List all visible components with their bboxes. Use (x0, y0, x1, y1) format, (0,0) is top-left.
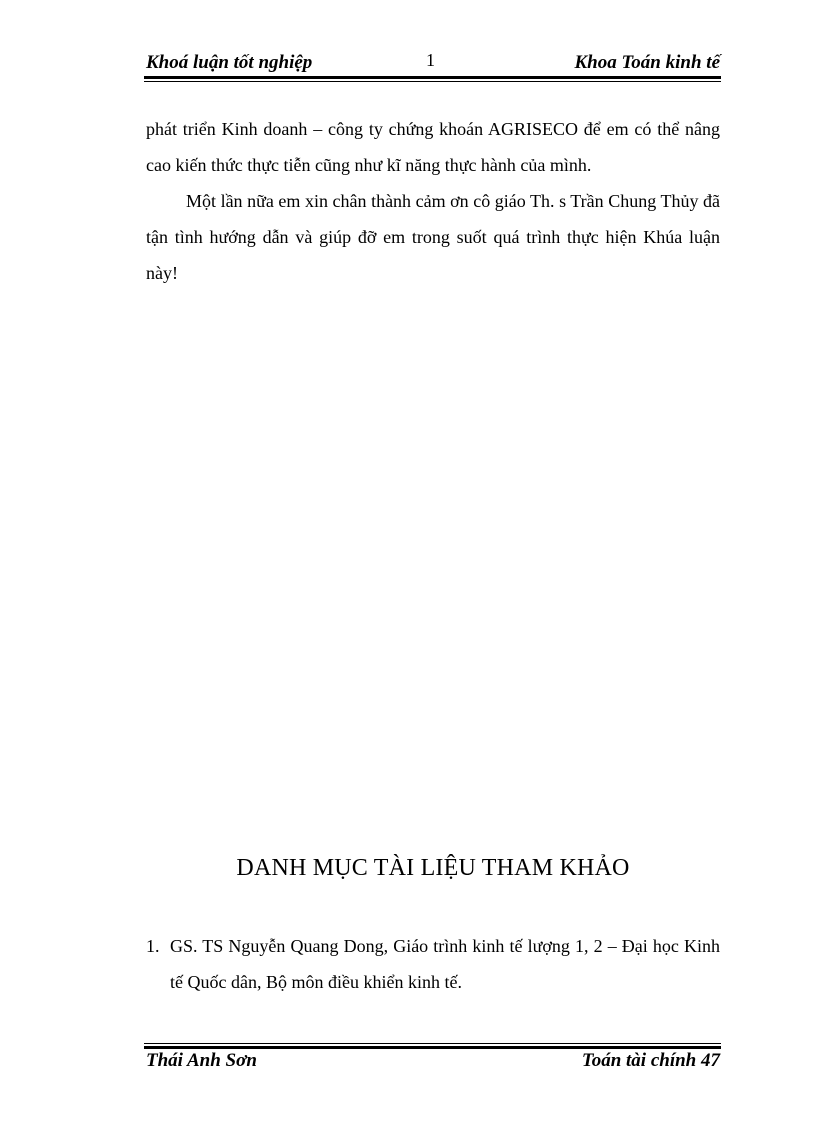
body-paragraph-2: Một lần nữa em xin chân thành cảm ơn cô giáo Th. s Trần Chung Thủy đã tận tình hướng dẫn và giúp đỡ em trong suốt quá trình thực hiện Khúa luận này! (146, 191, 720, 283)
footer-rule-thin (144, 1043, 721, 1044)
header-rule-thin (144, 81, 721, 82)
footer-author: Thái Anh Sơn (146, 1050, 257, 1071)
body-paragraph-1: phát triển Kinh doanh – công ty chứng khoán AGRISECO để em có thể nâng cao kiến thức thực tiễn cũng như kĩ năng thực hành của mình. (146, 119, 720, 175)
header-faculty-label: Khoa Toán kinh tế (574, 52, 720, 73)
footer-rule-thick (144, 1046, 721, 1049)
header-rule-thick (144, 76, 721, 79)
footer-class: Toán tài chính 47 (581, 1050, 720, 1071)
page-header (146, 50, 720, 76)
page-footer (146, 1050, 720, 1076)
references-title: DANH MỤC TÀI LIỆU THAM KHẢO (236, 855, 630, 881)
references-list (146, 928, 720, 1000)
reference-number: 1. (146, 936, 160, 956)
body-content (146, 111, 720, 291)
header-page-number: 1 (426, 50, 435, 70)
reference-text: GS. TS Nguyễn Quang Dong, Giáo trình kinh tế lượng 1, 2 – Đại học Kinh tế Quốc dân, Bộ môn điều khiển kinh tế. (170, 936, 720, 992)
reference-item (146, 928, 720, 1000)
header-thesis-label: Khoá luận tốt nghiệp (146, 52, 313, 73)
